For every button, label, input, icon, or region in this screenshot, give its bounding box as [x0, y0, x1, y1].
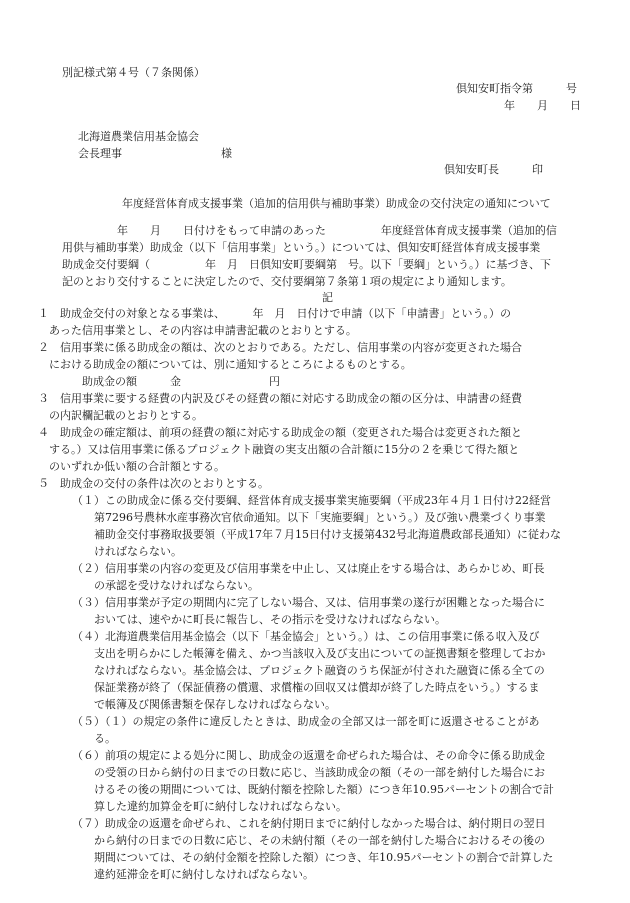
- condition-line: る。: [72, 732, 116, 745]
- ki-heading: 記: [322, 291, 333, 304]
- condition-line: （４）北海道農業信用基金協会（以下「基金協会」という。）は、この信用事業に係る収入及び: [72, 630, 540, 643]
- item-line: ２ 信用事業に係る助成金の額は、次のとおりである。ただし、信用事業の内容が変更された場合: [38, 341, 522, 354]
- conditions-list: [72, 492, 602, 883]
- condition-line: おいては、速やかに町長に報告し、その指示を受けなければならない。: [72, 613, 446, 626]
- condition-line: 支出を明らかにした帳簿を備え、かつ当該収入及び支出についての証拠書類を整理しておか: [72, 647, 546, 660]
- condition-line: （５）（１）の規定の条件に違反したときは、助成金の全部又は一部を町に返還させることがあ: [72, 715, 540, 728]
- condition-line: なければならない。基金協会は、プロジェクト融資のうち保証が付された融資に係る全ての: [72, 664, 545, 677]
- item-line: の内訳欄記載のとおりとする。: [38, 409, 203, 422]
- notice-title: 年度経営体育成支援事業（追加的信用供与補助事業）助成金の交付決定の通知について: [122, 197, 551, 210]
- condition-line: から納付の日までの日数に応じ、その未納付額（その一部を納付した場合におけるその後の: [72, 834, 545, 847]
- addressee-title: 会長理事 様: [78, 147, 232, 160]
- condition-line: （１）この助成金に係る交付要綱、経営体育成支援事業実施要綱（平成23年４月１日付け22経営: [72, 494, 551, 507]
- item-line: のいずれか低い額の合計額とする。: [38, 460, 225, 473]
- condition-line: 違約延滞金を町に納付しなければならない。: [72, 868, 314, 881]
- document-date: 年 月 日: [504, 99, 581, 112]
- notice-body: [62, 222, 582, 290]
- body-line: 用供与補助事業）助成金（以下「信用事業」という。）については、倶知安町経営体育成支援事業: [62, 241, 541, 254]
- condition-line: 補助金交付事務取扱要領（平成17年７月15日付け支援第432号北海道農政部長通知）に従わな: [72, 528, 561, 541]
- condition-line: の承認を受けなければならない。: [72, 579, 259, 592]
- item-line: する。）又は信用事業に係るプロジェクト融資の実支出額の合計額に15分の２を乗じて得た額と: [38, 443, 520, 456]
- item-line: ４ 助成金の確定額は、前項の経費の額に対応する助成金の額（変更された場合は変更された額と: [38, 426, 522, 439]
- condition-line: 保証業務が終了（保証債務の償還、求償権の回収又は償却が終了した時点をいう。）するま: [72, 681, 540, 694]
- condition-line: （３）信用事業が予定の期間内に完了しない場合、又は、信用事業の遂行が困難となった場合に: [72, 596, 545, 609]
- item-line: における助成金の額については、別に通知するところによるものとする。: [38, 358, 412, 371]
- body-line: 助成金交付要綱（ 年 月 日倶知安町要綱第 号。以下「要綱」という。）に基づき、下: [62, 258, 552, 271]
- body-line: 年 月 日付けをもって申請のあった 年度経営体育成支援事業（追加的信: [62, 224, 557, 237]
- item-line: あった信用事業とし、その内容は申請書記載のとおりとする。: [38, 324, 357, 337]
- condition-line: けるその後の期間については、既納付額を控除した額）につき年10.95パーセントの割合で計: [72, 783, 554, 796]
- item-line: 助成金の額 金 円: [38, 375, 280, 388]
- item-line: ５ 助成金の交付の条件は次のとおりとする。: [38, 477, 269, 490]
- sender-name: 倶知安町長 印: [444, 163, 543, 176]
- condition-line: で帳簿及び関係書類を保存しなければならない。: [72, 698, 336, 711]
- document-number: 倶知安町指令第 号: [456, 82, 577, 95]
- condition-line: 算した違約加算金を町に納付しなければならない。: [72, 800, 347, 813]
- condition-line: 期間については、その納付金額を控除した額）につき、年10.95パーセントの割合で計算した: [72, 851, 554, 864]
- form-label: 別記様式第４号（７条関係）: [62, 66, 205, 79]
- condition-line: （７）助成金の返還を命ぜられ、これを納付期日までに納付しなかった場合は、納付期日の翌日: [72, 817, 546, 830]
- body-line: 記のとおり交付することに決定したので、交付要綱第７条第１項の規定により通知します。: [62, 275, 512, 288]
- condition-line: （２）信用事業の内容の変更及び信用事業を中止し、又は廃止をする場合は、あらかじめ、町長: [72, 562, 545, 575]
- items-list: [38, 305, 598, 492]
- item-line: ３ 信用事業に要する経費の内訳及びその経費の額に対応する助成金の額の区分は、申請書の経費: [38, 392, 522, 405]
- condition-line: 第7296号農林水産事務次官依命通知。以下「実施要綱」という。）及び強い農業づくり事業: [72, 511, 546, 524]
- addressee-org: 北海道農業信用基金協会: [78, 130, 199, 143]
- condition-line: の受領の日から納付の日までの日数に応じ、当該助成金の額（その一部を納付した場合にお: [72, 766, 545, 779]
- condition-line: ければならない。: [72, 545, 182, 558]
- condition-line: （６）前項の規定による処分に関し、助成金の返還を命ぜられた場合は、その命令に係る助成金: [72, 749, 545, 762]
- item-line: １ 助成金交付の対象となる事業は、 年 月 日付けで申請（以下「申請書」という。）の: [38, 307, 511, 320]
